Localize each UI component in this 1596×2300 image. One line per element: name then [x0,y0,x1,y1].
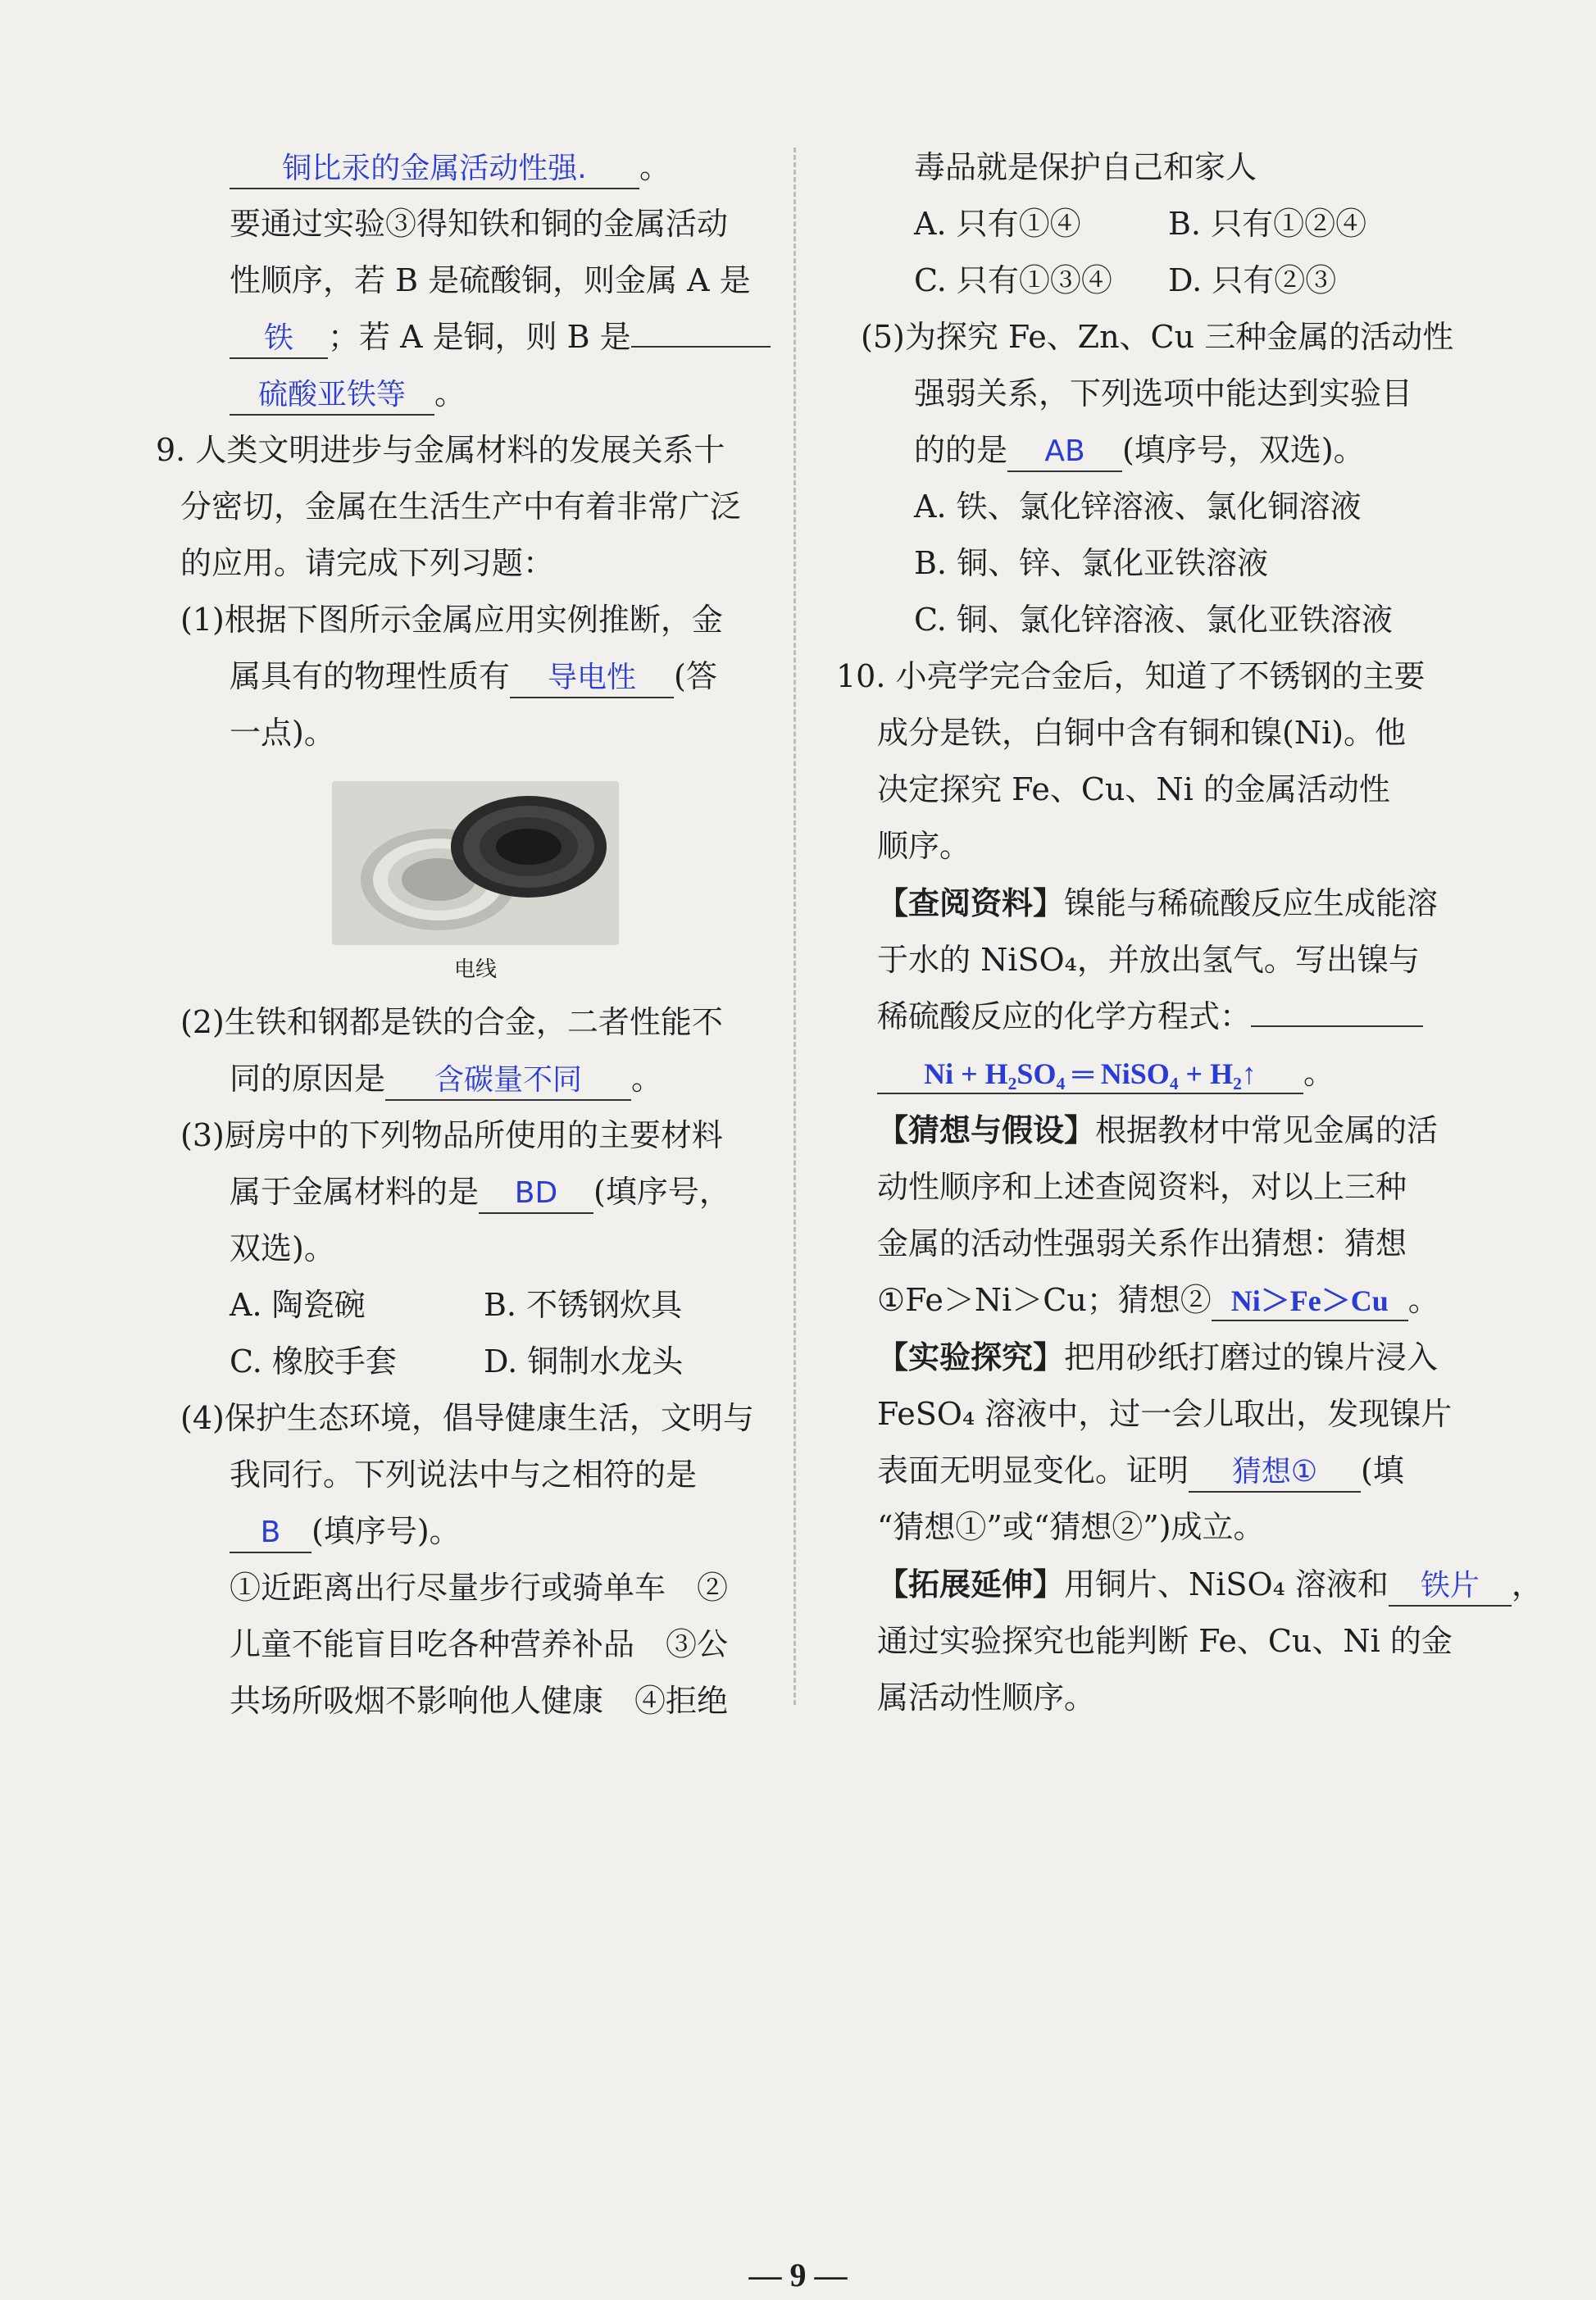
options-row [156,1277,762,1334]
answer-blank[interactable]: B [230,1514,311,1553]
section-tag: 【猜想与假设】 [877,1111,1096,1148]
text-line: 双选)。 [230,1230,335,1266]
section-hypothesis: 【猜想与假设】根据教材中常见金属的活 [877,1111,1439,1148]
text-line: 性顺序，若 B 是硫酸铜，则金属 A 是 [230,262,751,298]
answer-blank[interactable]: AB [1007,433,1122,472]
column-divider [793,148,796,1705]
text-line: 成分是铁，白铜中含有铜和镍(Ni)。他 [877,715,1407,751]
text-line: 同的原因是 含碳量不同 。 [156,1051,762,1107]
section-tag: 【实验探究】 [877,1339,1065,1375]
text-line: 通过实验探究也能判断 Fe、Cu、Ni 的金 [877,1623,1453,1659]
option-d: D. 只有②③ [1168,262,1337,298]
text-line: 毒品就是保护自己和家人 [914,149,1257,185]
text-line: 顺序。 [877,828,971,864]
text-line: 属具有的物理性质有 导电性 (答 [156,648,762,705]
options-row [156,1334,762,1390]
wire-coil-photo [332,781,619,945]
text-line: 的的是 AB (填序号，双选)。 [861,422,1451,479]
text-line: ①Fe＞Ni＞Cu；猜想② Ni＞Fe＞Cu 。 [861,1272,1451,1329]
option-a: A. 陶瓷碗 [230,1287,366,1323]
options-row [861,252,1451,309]
photo-caption: 电线 [453,957,497,982]
answer-line: 铜比汞的金属活动性强. 。 [156,139,762,196]
options-row [861,196,1451,252]
section-extension: 【拓展延伸】用铜片、NiSO₄ 溶液和 铁片 ， [861,1556,1451,1613]
text-line: 硫酸亚铁等 。 [156,366,762,422]
section-tag: 【拓展延伸】 [877,1566,1065,1602]
answer-blank[interactable]: 导电性 [510,659,674,698]
q9-part4: (4)保护生态环境，倡导健康生活，文明与 [180,1400,754,1436]
text-line: 金属的活动性强弱关系作出猜想：猜想 [877,1225,1407,1261]
answer-blank[interactable]: 含碳量不同 [385,1061,631,1101]
q9-part2: (2)生铁和钢都是铁的合金，二者性能不 [180,1004,723,1040]
option-b: B. 铜、锌、氯化亚铁溶液 [914,545,1269,581]
q9-part5: (5)为探究 Fe、Zn、Cu 三种金属的活动性 [861,319,1454,355]
answer-blank[interactable]: 铁片 [1389,1567,1512,1607]
text-line: 要通过实验③得知铁和铜的金属活动 [230,206,729,242]
text-line: 强弱关系，下列选项中能达到实验目 [914,375,1413,411]
equation-answer[interactable]: Ni + H₂SO₄ ═ NiSO₄ + H₂↑ [877,1055,1303,1094]
section-reference: 【查阅资料】镍能与稀硫酸反应生成能溶 [877,884,1439,921]
text-line: 属活动性顺序。 [877,1680,1096,1716]
text-line: 动性顺序和上述查阅资料，对以上三种 [877,1169,1407,1205]
text-line: 一点)。 [230,715,335,751]
option-c: C. 铜、氯化锌溶液、氯化亚铁溶液 [914,602,1393,638]
right-column [836,139,1543,1726]
text-line: B (填序号)。 [156,1503,762,1560]
q9-part3: (3)厨房中的下列物品所使用的主要材料 [180,1117,723,1153]
text-line: ①近距离出行尽量步行或骑单车 ② [230,1570,729,1606]
answer-blank[interactable]: 铜比汞的金属活动性强. [230,150,639,189]
section-tag: 【查阅资料】 [877,884,1065,921]
option-b: B. 只有①②④ [1168,206,1367,242]
text-line: 属于金属材料的是 BD (填序号， [156,1164,762,1220]
blank [631,346,771,348]
question-10: 10. 小亮学完合金后，知道了不锈钢的主要 [836,658,1425,694]
text-line: 分密切，金属在生活生产中有着非常广泛 [180,489,742,525]
option-b: B. 不锈钢炊具 [484,1287,683,1323]
question-9: 9. 人类文明进步与金属材料的发展关系十 [156,432,725,468]
blank [1251,1025,1423,1027]
text-line: 的应用。请完成下列习题： [180,545,555,581]
text-line: 我同行。下列说法中与之相符的是 [230,1457,698,1493]
left-column [156,139,762,1730]
text-line: 铁 ；若 A 是铜，则 B 是 [156,309,762,366]
option-a: A. 铁、氯化锌溶液、氯化铜溶液 [914,489,1362,525]
text-line: 共场所吸烟不影响他人健康 ④拒绝 [230,1683,729,1719]
text-line: Ni + H₂SO₄ ═ NiSO₄ + H₂↑ 。 [861,1045,1451,1102]
option-c: C. 橡胶手套 [230,1343,397,1380]
text-line: 表面无明显变化。证明 猜想① (填 [861,1443,1451,1499]
answer-blank[interactable]: BD [479,1175,593,1214]
option-d: D. 铜制水龙头 [484,1343,684,1380]
option-a: A. 只有①④ [914,206,1081,242]
section-experiment: 【实验探究】把用砂纸打磨过的镍片浸入 [877,1339,1439,1375]
answer-blank[interactable]: Ni＞Fe＞Cu [1212,1282,1408,1321]
answer-blank[interactable]: 猜想① [1189,1453,1361,1493]
text-line: “猜想①”或“猜想②”)成立。 [877,1509,1265,1545]
text-line: FeSO₄ 溶液中，过一会儿取出，发现镍片 [877,1396,1453,1432]
text-line: 稀硫酸反应的化学方程式： [861,989,1451,1045]
answer-blank[interactable]: 铁 [230,320,328,359]
text-line: 于水的 NiSO₄，并放出氢气。写出镍与 [877,942,1420,978]
q9-part1: (1)根据下图所示金属应用实例推断，金 [180,602,723,638]
text-line: 决定探究 Fe、Cu、Ni 的金属活动性 [877,771,1390,807]
page-number: — 9 — [748,2257,848,2293]
option-c: C. 只有①③④ [914,262,1112,298]
text-line: 儿童不能盲目吃各种营养补品 ③公 [230,1626,729,1662]
answer-blank[interactable]: 硫酸亚铁等 [230,376,434,416]
